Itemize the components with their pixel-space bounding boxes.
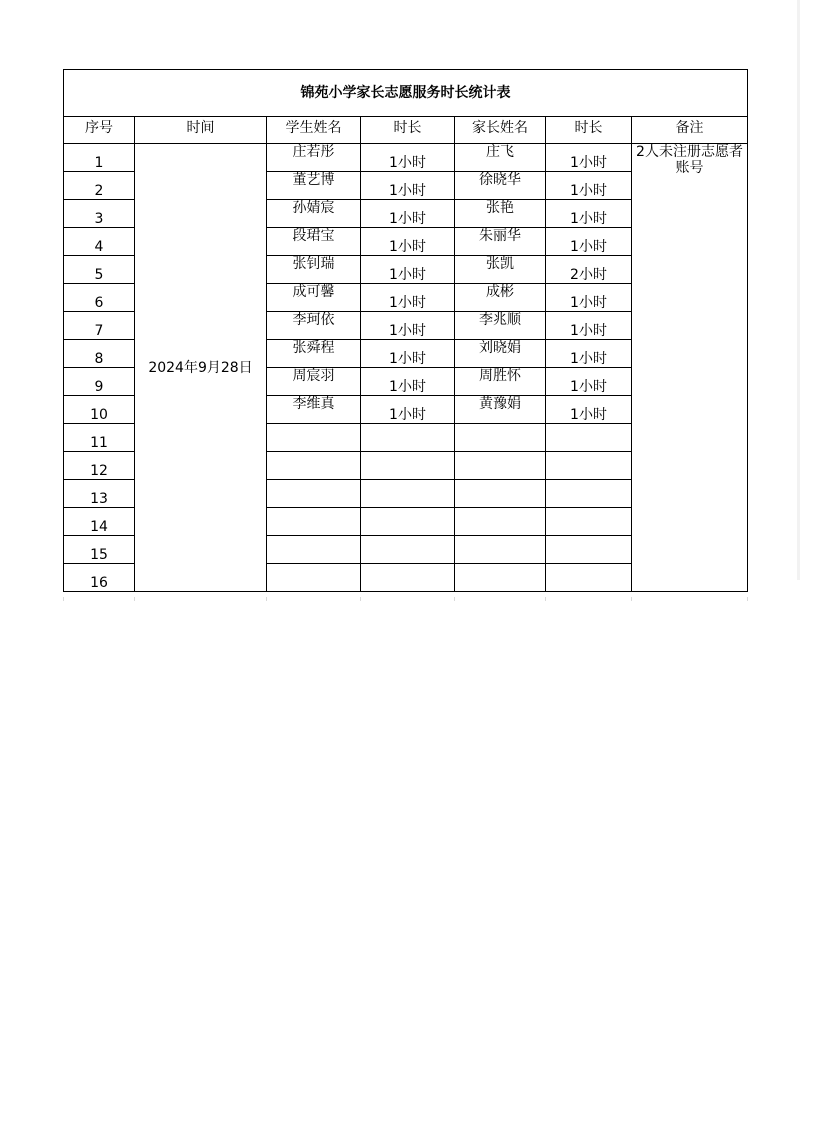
student-name: 孙婧宸 <box>267 200 361 228</box>
student-name <box>267 424 361 452</box>
table-title: 锦苑小学家长志愿服务时长统计表 <box>64 70 748 117</box>
parent-duration <box>546 452 632 480</box>
row-seq: 12 <box>64 452 135 480</box>
parent-duration: 1小时 <box>546 200 632 228</box>
table-row <box>64 144 748 172</box>
grid-tick <box>631 597 632 601</box>
parent-duration: 1小时 <box>546 284 632 312</box>
student-name <box>267 452 361 480</box>
student-duration: 1小时 <box>361 368 455 396</box>
parent-name <box>455 508 546 536</box>
parent-name <box>455 452 546 480</box>
grid-tick <box>266 597 267 601</box>
row-seq: 5 <box>64 256 135 284</box>
parent-duration: 1小时 <box>546 312 632 340</box>
parent-duration <box>546 564 632 592</box>
grid-tick <box>360 597 361 601</box>
student-name: 董艺博 <box>267 172 361 200</box>
parent-name: 张凯 <box>455 256 546 284</box>
grid-tick <box>545 597 546 601</box>
student-name: 李维真 <box>267 396 361 424</box>
grid-tick <box>134 597 135 601</box>
grid-tick <box>747 597 748 601</box>
parent-name: 黄豫娟 <box>455 396 546 424</box>
header-note: 备注 <box>632 117 748 144</box>
parent-name <box>455 480 546 508</box>
note-text: 2人未注册志愿者账号 <box>632 144 748 592</box>
row-seq: 15 <box>64 536 135 564</box>
parent-name <box>455 536 546 564</box>
header-duration-parent: 时长 <box>546 117 632 144</box>
parent-duration <box>546 480 632 508</box>
student-name: 周宸羽 <box>267 368 361 396</box>
header-duration-student: 时长 <box>361 117 455 144</box>
row-seq: 9 <box>64 368 135 396</box>
parent-duration <box>546 424 632 452</box>
parent-name: 刘晓娟 <box>455 340 546 368</box>
student-duration: 1小时 <box>361 312 455 340</box>
student-duration <box>361 536 455 564</box>
student-name: 成可馨 <box>267 284 361 312</box>
service-date: 2024年9月28日 <box>135 144 267 592</box>
parent-duration: 1小时 <box>546 396 632 424</box>
student-duration <box>361 480 455 508</box>
row-seq: 14 <box>64 508 135 536</box>
parent-duration <box>546 536 632 564</box>
parent-name: 周胜怀 <box>455 368 546 396</box>
parent-name: 成彬 <box>455 284 546 312</box>
row-seq: 10 <box>64 396 135 424</box>
parent-duration: 1小时 <box>546 172 632 200</box>
parent-name: 徐晓华 <box>455 172 546 200</box>
student-duration <box>361 424 455 452</box>
student-name: 李珂依 <box>267 312 361 340</box>
student-duration <box>361 452 455 480</box>
page-edge-strip <box>797 0 800 580</box>
student-name <box>267 536 361 564</box>
header-student-name: 学生姓名 <box>267 117 361 144</box>
header-seq: 序号 <box>64 117 135 144</box>
parent-name: 朱丽华 <box>455 228 546 256</box>
student-duration: 1小时 <box>361 144 455 172</box>
student-duration: 1小时 <box>361 172 455 200</box>
student-name <box>267 564 361 592</box>
student-duration <box>361 564 455 592</box>
student-duration <box>361 508 455 536</box>
row-seq: 8 <box>64 340 135 368</box>
header-time: 时间 <box>135 117 267 144</box>
student-name: 庄若彤 <box>267 144 361 172</box>
row-seq: 1 <box>64 144 135 172</box>
student-name <box>267 508 361 536</box>
parent-name: 庄飞 <box>455 144 546 172</box>
student-duration: 1小时 <box>361 256 455 284</box>
student-duration: 1小时 <box>361 284 455 312</box>
student-name <box>267 480 361 508</box>
volunteer-hours-table <box>63 69 748 592</box>
row-seq: 11 <box>64 424 135 452</box>
parent-duration: 1小时 <box>546 144 632 172</box>
student-name: 段珺宝 <box>267 228 361 256</box>
row-seq: 6 <box>64 284 135 312</box>
student-name: 张钊瑞 <box>267 256 361 284</box>
parent-name <box>455 564 546 592</box>
parent-name <box>455 424 546 452</box>
parent-duration: 1小时 <box>546 228 632 256</box>
row-seq: 7 <box>64 312 135 340</box>
student-duration: 1小时 <box>361 396 455 424</box>
row-seq: 4 <box>64 228 135 256</box>
grid-tick <box>63 597 64 601</box>
student-name: 张舜程 <box>267 340 361 368</box>
student-duration: 1小时 <box>361 200 455 228</box>
header-row <box>64 117 748 144</box>
grid-tick <box>454 597 455 601</box>
row-seq: 2 <box>64 172 135 200</box>
parent-duration <box>546 508 632 536</box>
parent-name: 李兆顺 <box>455 312 546 340</box>
row-seq: 16 <box>64 564 135 592</box>
header-parent-name: 家长姓名 <box>455 117 546 144</box>
parent-duration: 1小时 <box>546 340 632 368</box>
row-seq: 13 <box>64 480 135 508</box>
parent-name: 张艳 <box>455 200 546 228</box>
student-duration: 1小时 <box>361 340 455 368</box>
parent-duration: 1小时 <box>546 368 632 396</box>
parent-duration: 2小时 <box>546 256 632 284</box>
row-seq: 3 <box>64 200 135 228</box>
student-duration: 1小时 <box>361 228 455 256</box>
